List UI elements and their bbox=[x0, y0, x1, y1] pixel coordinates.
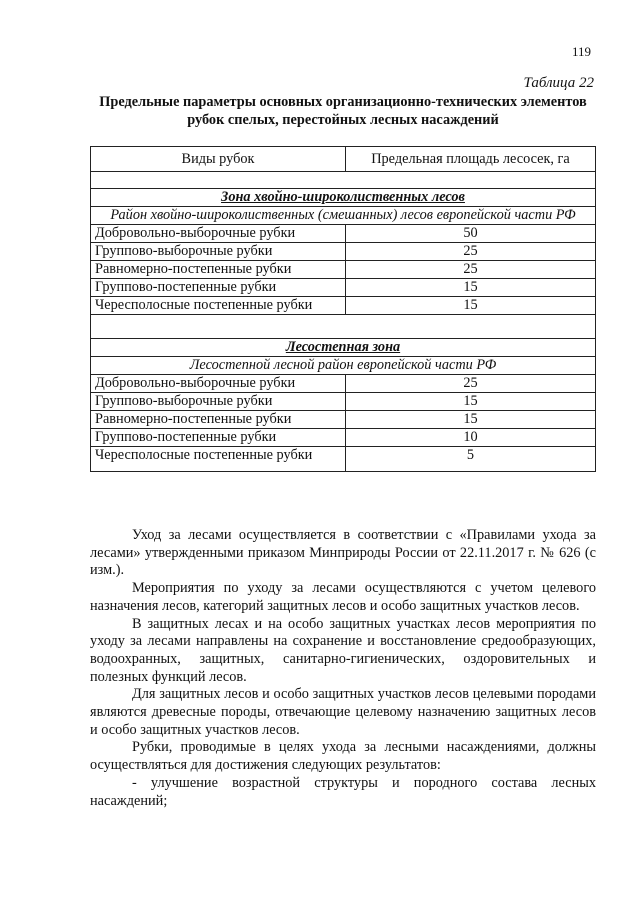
table-row bbox=[91, 393, 596, 411]
body-text bbox=[90, 527, 596, 810]
paragraph: В защитных лесах и на особо защитных участках лесов мероприятия по уходу за лесами направлены на сохранение и восстановление средообразующих, водоохранных, защитных, санитарно-гигиенических, оздоровительных и полезных функций лесов. bbox=[90, 615, 596, 685]
table-row bbox=[91, 429, 596, 447]
cut-type-cell: Равномерно-постепенные рубки bbox=[91, 261, 346, 279]
zone-title: Зона хвойно-широколиственных лесов bbox=[91, 189, 596, 207]
area-value-cell: 25 bbox=[346, 375, 596, 393]
header-cut-type: Виды рубок bbox=[91, 147, 346, 172]
cut-type-cell: Добровольно-выборочные рубки bbox=[91, 225, 346, 243]
cut-type-cell: Добровольно-выборочные рубки bbox=[91, 375, 346, 393]
area-value-cell: 50 bbox=[346, 225, 596, 243]
area-value-cell: 15 bbox=[346, 279, 596, 297]
area-value-cell: 25 bbox=[346, 261, 596, 279]
parameters-table bbox=[90, 146, 596, 472]
table-title: Предельные параметры основных организационно-технических элементов рубок спелых, перестойных лесных насаждений bbox=[99, 94, 587, 128]
table-row bbox=[91, 447, 596, 472]
page-number: 119 bbox=[572, 44, 592, 59]
header-max-area: Предельная площадь лесосек, га bbox=[346, 147, 596, 172]
table-row bbox=[91, 225, 596, 243]
cut-type-cell: Чересполосные постепенные рубки bbox=[91, 447, 346, 472]
table-row bbox=[91, 297, 596, 315]
zone-row bbox=[91, 189, 596, 207]
table-row bbox=[91, 375, 596, 393]
cut-type-cell: Чересполосные постепенные рубки bbox=[91, 297, 346, 315]
empty-row bbox=[91, 172, 596, 189]
paragraph: - улучшение возрастной структуры и породного состава лесных насаждений; bbox=[90, 774, 596, 809]
cut-type-cell: Группово-постепенные рубки bbox=[91, 429, 346, 447]
empty-row bbox=[91, 315, 596, 339]
area-value-cell: 10 bbox=[346, 429, 596, 447]
region-row bbox=[91, 357, 596, 375]
table-label: Таблица 22 bbox=[523, 75, 594, 91]
cut-type-cell: Группово-выборочные рубки bbox=[91, 393, 346, 411]
table-row bbox=[91, 243, 596, 261]
paragraph: Рубки, проводимые в целях ухода за лесными насаждениями, должны осуществляться для достижения следующих результатов: bbox=[90, 739, 596, 774]
zone-title: Лесостепная зона bbox=[91, 339, 596, 357]
paragraph: Уход за лесами осуществляется в соответствии с «Правилами ухода за лесами» утвержденными приказом Минприроды России от 22.11.2017 г. № 626 (с изм.). bbox=[90, 527, 596, 579]
table-header-row bbox=[91, 147, 596, 172]
area-value-cell: 25 bbox=[346, 243, 596, 261]
cut-type-cell: Группово-выборочные рубки bbox=[91, 243, 346, 261]
area-value-cell: 5 bbox=[346, 447, 596, 472]
table-row bbox=[91, 279, 596, 297]
area-value-cell: 15 bbox=[346, 393, 596, 411]
cut-type-cell: Группово-постепенные рубки bbox=[91, 279, 346, 297]
area-value-cell: 15 bbox=[346, 411, 596, 429]
area-value-cell: 15 bbox=[346, 297, 596, 315]
region-title: Лесостепной лесной район европейской части РФ bbox=[91, 357, 596, 375]
region-row bbox=[91, 207, 596, 225]
paragraph: Мероприятия по уходу за лесами осуществляются с учетом целевого назначения лесов, категорий защитных лесов и особо защитных участков лесов. bbox=[90, 580, 596, 614]
zone-row bbox=[91, 339, 596, 357]
paragraph: Для защитных лесов и особо защитных участков лесов целевыми породами являются древесные породы, отвечающие целевому назначению защитных лесов и особо защитных участков лесов. bbox=[90, 686, 596, 738]
table-row bbox=[91, 411, 596, 429]
cut-type-cell: Равномерно-постепенные рубки bbox=[91, 411, 346, 429]
region-title: Район хвойно-широколиственных (смешанных) лесов европейской части РФ bbox=[91, 207, 596, 225]
table-row bbox=[91, 261, 596, 279]
